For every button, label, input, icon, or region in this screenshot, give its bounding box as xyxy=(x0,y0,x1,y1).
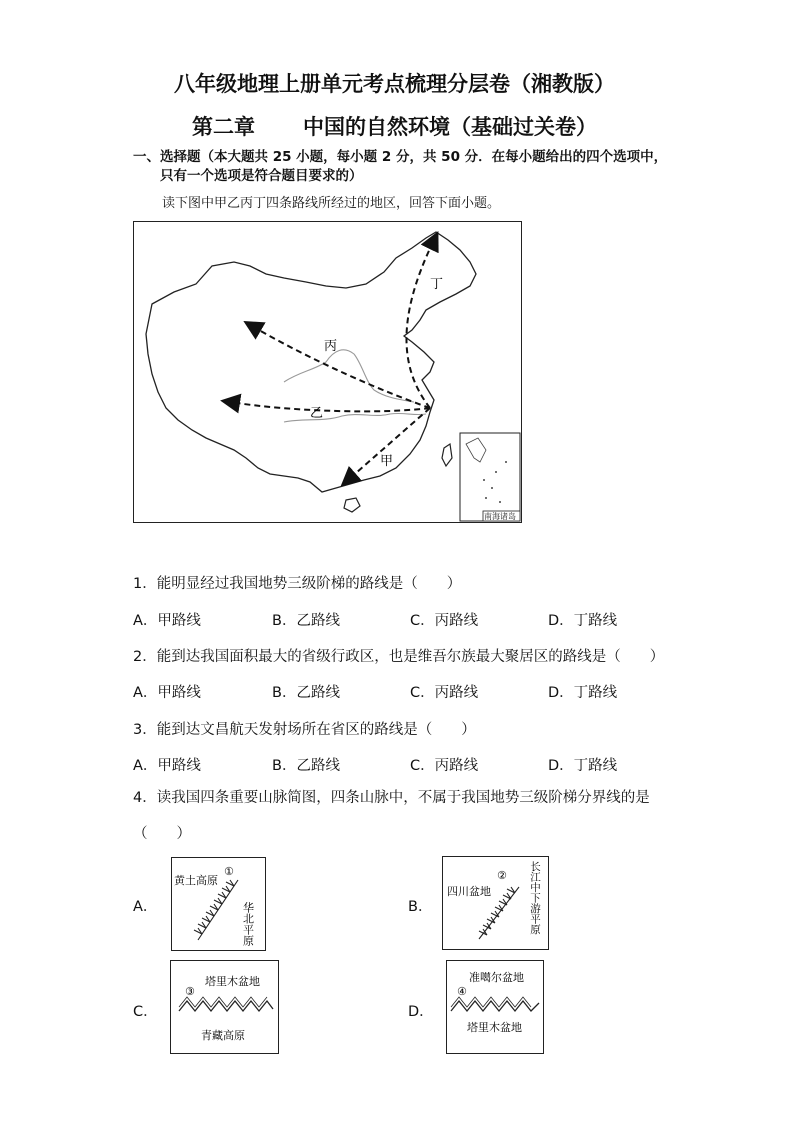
route-bing-label: 丙 xyxy=(324,339,338,354)
q3-option-b[interactable]: B．乙路线 xyxy=(272,758,340,774)
route-yi-label: 乙 xyxy=(310,406,324,421)
diagram-c xyxy=(170,960,279,1054)
q4-option-a[interactable]: A． xyxy=(133,899,158,915)
mountain-range-a xyxy=(194,880,238,940)
inset-label: 南海诸岛 xyxy=(484,512,516,521)
chapter-number: 第二章 xyxy=(192,114,255,139)
q2-option-b[interactable]: B．乙路线 xyxy=(272,685,340,701)
route-bing xyxy=(252,326,430,408)
chapter-title: 中国的自然环境（基础过关卷） xyxy=(303,114,597,139)
q4-option-c[interactable]: C． xyxy=(133,1004,158,1020)
q3-option-d[interactable]: D．丁路线 xyxy=(548,758,618,774)
yellow-river xyxy=(284,350,414,402)
map-intro: 读下图中甲乙丙丁四条路线所经过的地区，回答下面小题。 xyxy=(162,196,501,211)
q1-option-b[interactable]: B．乙路线 xyxy=(272,613,340,629)
diagram-a xyxy=(171,857,266,951)
question-1-stem: 1．能明显经过我国地势三级阶梯的路线是（ ） xyxy=(133,576,462,592)
diagram-a-number: ① xyxy=(224,865,234,878)
q1-option-c[interactable]: C．丙路线 xyxy=(410,613,479,629)
diagram-b xyxy=(442,856,549,950)
section-instruction-line2: 只有一个选项是符合题目要求的） xyxy=(160,168,363,184)
question-3-stem: 3．能到达文昌航天发射场所在省区的路线是（ ） xyxy=(133,722,476,738)
q2-option-a[interactable]: A．甲路线 xyxy=(133,685,201,701)
route-ding xyxy=(406,240,434,408)
diagram-d xyxy=(446,960,544,1054)
q1-option-d[interactable]: D．丁路线 xyxy=(548,613,618,629)
question-4-stem: 4．读我国四条重要山脉简图，四条山脉中，不属于我国地势三级阶梯分界线的是 xyxy=(133,790,650,806)
diagram-c-number: ③ xyxy=(185,985,195,998)
hainan-island xyxy=(344,498,360,512)
q1-option-a[interactable]: A．甲路线 xyxy=(133,613,201,629)
diagram-a-right-label: 华北平原 xyxy=(241,902,255,946)
route-yi xyxy=(230,402,430,411)
route-ding-label: 丁 xyxy=(430,277,444,292)
south-sea-inset xyxy=(460,433,520,521)
diagram-a-left-label: 黄土高原 xyxy=(174,874,218,887)
china-route-map xyxy=(133,221,522,523)
route-jia-label: 甲 xyxy=(380,454,394,469)
diagram-b-right-label: 长江中下游平原 xyxy=(529,861,541,935)
q3-option-c[interactable]: C．丙路线 xyxy=(410,758,479,774)
yangtze-river xyxy=(284,413,426,422)
q2-option-d[interactable]: D．丁路线 xyxy=(548,685,618,701)
q2-option-c[interactable]: C．丙路线 xyxy=(410,685,479,701)
q4-option-d[interactable]: D． xyxy=(408,1004,434,1020)
section-instruction-line1: 一、选择题（本大题共 25 小题，每小题 2 分，共 50 分．在每小题给出的四个选项中， xyxy=(133,149,668,165)
document-title: 八年级地理上册单元考点梳理分层卷（湘教版） xyxy=(174,71,615,96)
diagram-b-left-label: 四川盆地 xyxy=(447,885,491,898)
map-svg xyxy=(134,222,521,522)
question-2-stem: 2．能到达我国面积最大的省级行政区，也是维吾尔族最大聚居区的路线是（ ） xyxy=(133,649,665,665)
china-outline xyxy=(146,232,476,492)
diagram-d-top-label: 准噶尔盆地 xyxy=(469,971,524,984)
q4-option-b[interactable]: B． xyxy=(408,899,433,915)
taiwan-island xyxy=(442,444,452,466)
diagram-c-top-label: 塔里木盆地 xyxy=(205,975,260,988)
diagram-c-bottom-label: 青藏高原 xyxy=(201,1029,245,1042)
diagram-d-bottom-label: 塔里木盆地 xyxy=(467,1021,522,1034)
diagram-b-number: ② xyxy=(497,869,507,882)
diagram-d-number: ④ xyxy=(457,985,467,998)
question-4-stem-bracket: （ ） xyxy=(133,826,191,842)
q3-option-a[interactable]: A．甲路线 xyxy=(133,758,201,774)
